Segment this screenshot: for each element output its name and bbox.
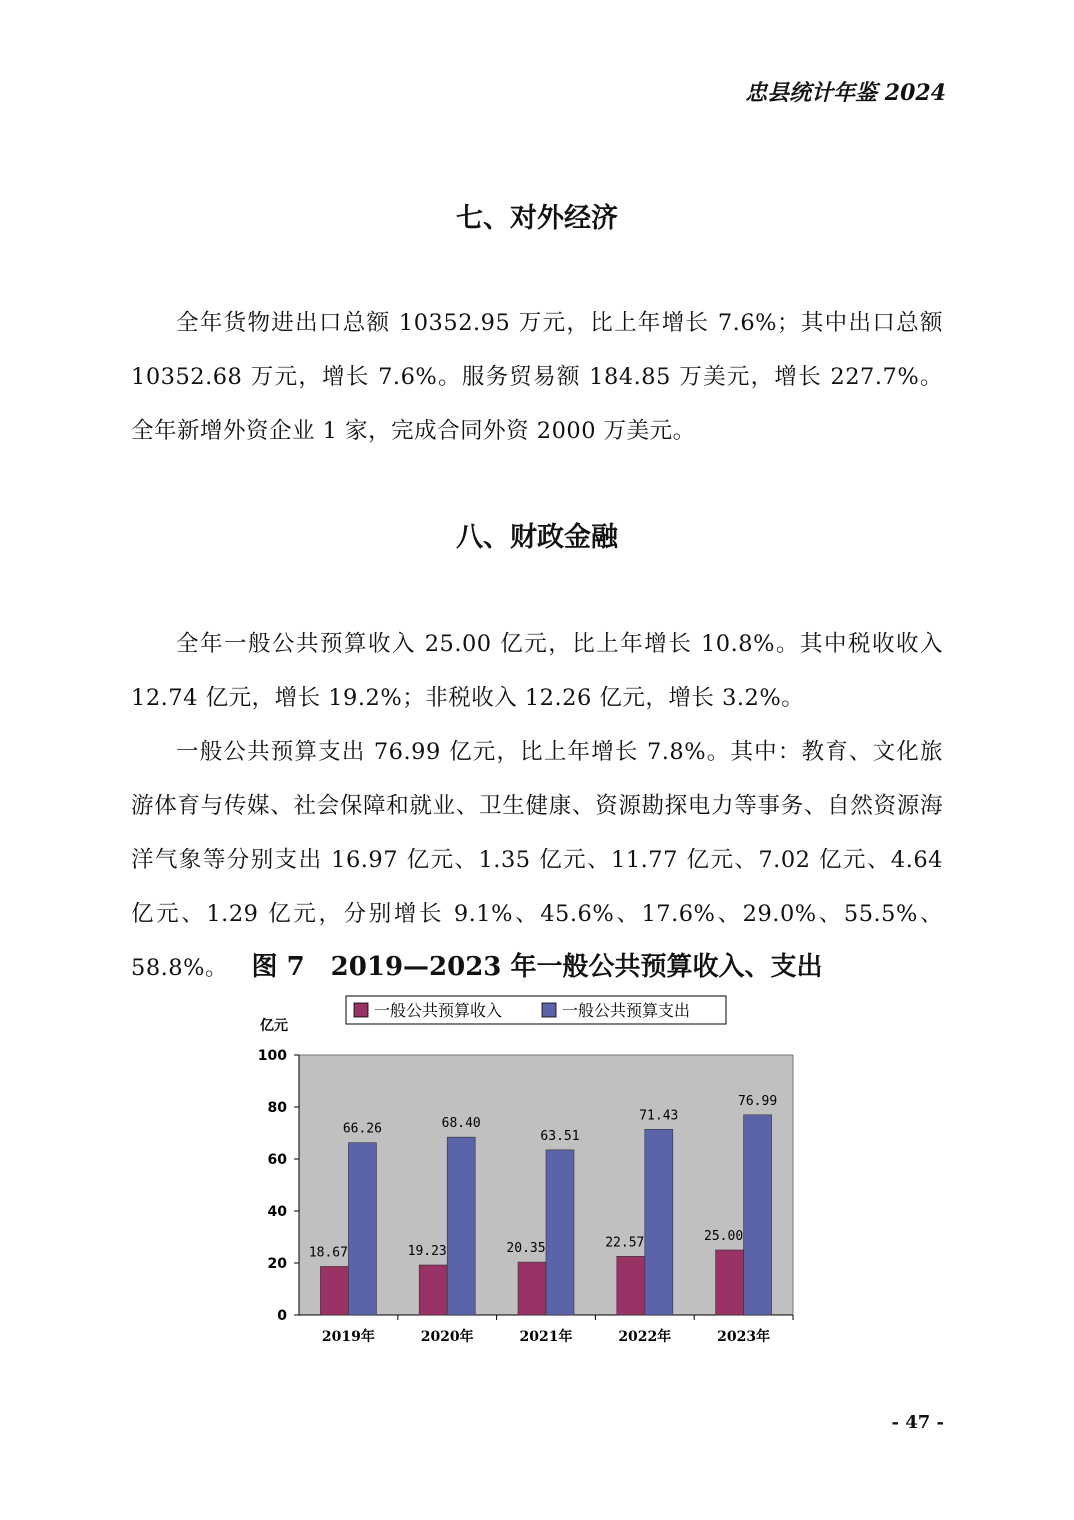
- bar-revenue: [518, 1262, 546, 1315]
- legend-label: 一般公共预算支出: [562, 1001, 691, 1020]
- paragraph-budget-expenditure: 一般公共预算支出 76.99 亿元，比上年增长 7.8%。其中：教育、文化旅游体育与传媒、社会保障和就业、卫生健康、资源勘探电力等事务、自然资源海洋气象等分别支出 16.97 亿元、1.35 亿元、11.77 亿元、7.02 亿元、4.64 亿元、1.29 亿元，分别增长 9.1%、45.6%、17.6%、29.0%、55.5%、58.8%。: [131, 739, 943, 981]
- y-tick-label: 60: [267, 1152, 287, 1168]
- bar-revenue: [419, 1265, 447, 1315]
- y-tick-label: 20: [267, 1256, 287, 1272]
- y-tick-label: 80: [267, 1100, 287, 1116]
- x-tick-label: 2021年: [519, 1329, 573, 1345]
- x-tick-label: 2023年: [717, 1329, 771, 1345]
- paragraph-foreign-economy: 全年货物进出口总额 10352.95 万元，比上年增长 7.6%；其中出口总额 10352.68 万元，增长 7.6%。服务贸易额 184.85 万美元，增长 227.7%。全年新增外资企业 1 家，完成合同外资 2000 万美元。: [131, 310, 943, 444]
- legend-swatch: [354, 1003, 368, 1017]
- data-label-revenue: 25.00: [704, 1229, 744, 1244]
- data-label-expenditure: 66.26: [342, 1121, 382, 1137]
- running-header: 忠县统计年鉴 2024: [745, 80, 946, 106]
- x-tick-label: 2019年: [321, 1329, 375, 1345]
- figure-caption: 图 7 2019—2023 年一般公共预算收入、支出: [251, 952, 823, 982]
- page-number: - 47 -: [891, 1412, 944, 1433]
- bar-revenue: [320, 1266, 348, 1315]
- legend-label: 一般公共预算收入: [374, 1001, 503, 1020]
- data-label-revenue: 22.57: [605, 1235, 645, 1251]
- budget-bar-chart: [250, 990, 810, 1350]
- data-label-expenditure: 71.43: [639, 1108, 679, 1124]
- x-tick-label: 2020年: [420, 1329, 474, 1345]
- x-tick-label: 2022年: [618, 1329, 672, 1345]
- bar-revenue: [617, 1256, 645, 1315]
- y-tick-label: 100: [257, 1048, 287, 1064]
- paragraph-budget-revenue: 全年一般公共预算收入 25.00 亿元，比上年增长 10.8%。其中税收收入 12.74 亿元，增长 19.2%；非税收入 12.26 亿元，增长 3.2%。: [131, 631, 943, 711]
- legend-swatch: [542, 1003, 556, 1017]
- data-label-revenue: 18.67: [308, 1245, 348, 1261]
- bar-expenditure: [744, 1115, 772, 1315]
- bar-expenditure: [447, 1137, 475, 1315]
- data-label-revenue: 20.35: [506, 1241, 546, 1257]
- data-label-expenditure: 68.40: [441, 1116, 481, 1132]
- y-tick-label: 0: [277, 1308, 287, 1324]
- data-label-expenditure: 76.99: [738, 1093, 778, 1109]
- section-title-foreign-economy: 七、对外经济: [456, 203, 618, 234]
- y-tick-label: 40: [267, 1204, 287, 1220]
- data-label-revenue: 19.23: [407, 1244, 447, 1260]
- bar-expenditure: [546, 1150, 574, 1315]
- y-axis-unit-label: 亿元: [260, 1018, 288, 1034]
- bar-expenditure: [348, 1143, 376, 1315]
- bar-revenue: [716, 1250, 744, 1315]
- data-label-expenditure: 63.51: [540, 1128, 580, 1144]
- bar-expenditure: [645, 1129, 673, 1315]
- section-title-finance: 八、财政金融: [456, 522, 618, 553]
